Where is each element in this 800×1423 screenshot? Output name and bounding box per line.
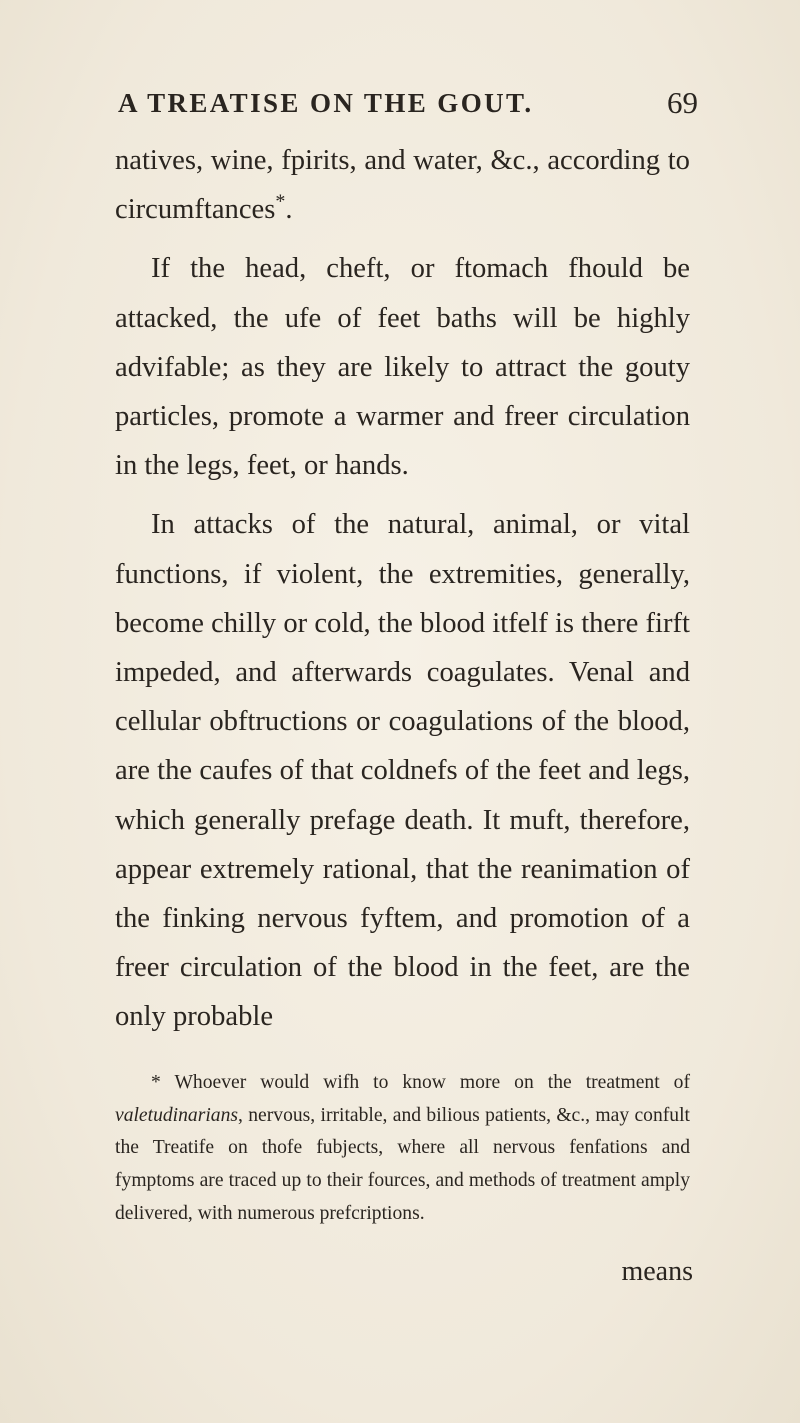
paragraph-continued — [115, 136, 690, 234]
footnote — [115, 1067, 690, 1231]
paragraph-line-2: according to circumftances — [115, 145, 690, 226]
footnote-text-end: , nervous, irritable, and bilious patients, &c., may confult the Treatife on thofe fubjects, where all nervous fenfations and fymptoms are traced up to their fources, and methods of treatment amply delivered, with numerous prefcriptions. — [115, 1104, 690, 1224]
page-header — [118, 78, 698, 128]
paragraph-feet-baths: If the head, cheft, or ftomach fhould be attacked, the ufe of feet baths will be highly advifable; as they are likely to attract the gouty particles, promote a warmer and freer circulation in the legs, feet, or hands. — [115, 253, 690, 482]
footnote-text-start: Whoever would wifh to know more on the treatment of — [160, 1072, 690, 1093]
paragraph-vital-functions: In attacks of the natural, animal, or vital functions, if violent, the extremities, generally, become chilly or cold, the blood itfelf is there firft impeded, and afterwards coagulates. Venal and cellular obftructions or coagulations of the blood, are the caufes of that coldnefs of the feet and legs, which generally prefage death. It muft, therefore, appear extremely rational, that the reanimation of the finking nervous fyftem, and promotion of a freer circulation of the blood in the feet, are the only probable — [115, 509, 690, 1033]
running-title: A TREATISE ON THE GOUT. — [118, 88, 534, 118]
footnote-italic-term: valetudinarians — [115, 1104, 238, 1126]
footnote-mark: * — [151, 1072, 161, 1093]
paragraph-line-1: natives, wine, fpirits, and water, &c., — [115, 145, 540, 176]
footnote-reference: * — [275, 190, 286, 213]
catchword: means — [621, 1256, 693, 1287]
page-number: 69 — [667, 85, 698, 120]
paragraph-line-2-end: . — [285, 194, 293, 226]
body-text — [115, 136, 690, 1042]
